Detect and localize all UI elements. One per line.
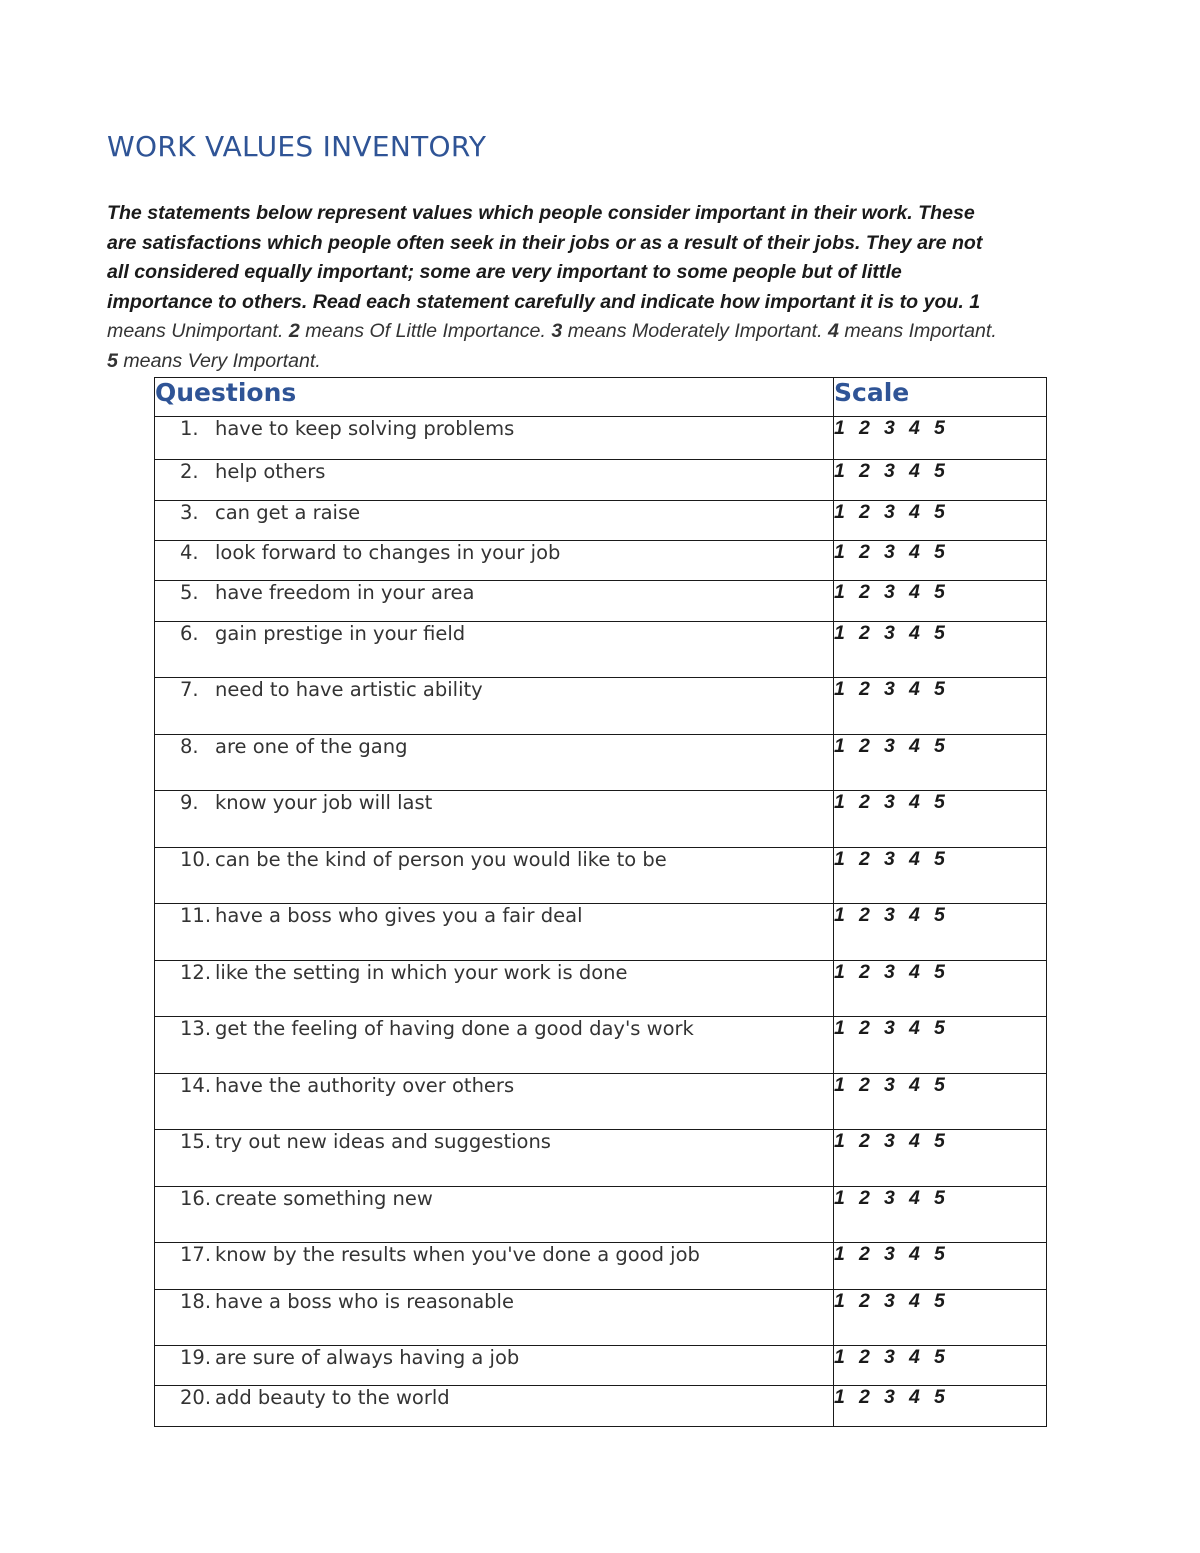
scale-legend-last-line	[107, 350, 321, 372]
scale-option-3[interactable]: 3	[884, 1187, 895, 1209]
scale-option-1[interactable]: 1	[834, 791, 845, 813]
scale-option-2[interactable]: 2	[859, 961, 870, 983]
scale-option-3[interactable]: 3	[884, 1130, 895, 1152]
scale-option-4[interactable]: 4	[909, 1187, 920, 1209]
scale-option-1[interactable]: 1	[834, 735, 845, 757]
scale-option-1[interactable]: 1	[834, 904, 845, 926]
question-number: 3.	[180, 501, 199, 524]
scale-option-2[interactable]: 2	[859, 1017, 870, 1039]
scale-option-3[interactable]: 3	[884, 961, 895, 983]
instructions-line-2: are satisfactions which people often seek in their jobs or as a result of their jobs. They are not	[107, 231, 983, 254]
question-text: have a boss who is reasonable	[215, 1290, 514, 1313]
question-text: try out new ideas and suggestions	[215, 1130, 551, 1153]
table-row	[155, 501, 1047, 541]
scale-option-1[interactable]: 1	[834, 1074, 845, 1096]
legend-text-2: means Of Little Importance.	[299, 320, 552, 343]
table-row	[155, 904, 1047, 961]
legend-text-1: means Unimportant.	[107, 320, 289, 343]
scale-option-4[interactable]: 4	[909, 417, 920, 439]
scale-option-3[interactable]: 3	[884, 460, 895, 482]
question-number: 8.	[180, 735, 199, 758]
table-row	[155, 848, 1047, 904]
scale-option-5[interactable]: 5	[934, 1130, 945, 1152]
scale-option-2[interactable]: 2	[859, 904, 870, 926]
scale-cell	[834, 1187, 1047, 1243]
scale-option-2[interactable]: 2	[859, 417, 870, 439]
scale-option-1[interactable]: 1	[834, 1290, 845, 1312]
question-cell	[155, 1017, 834, 1074]
question-number: 13.	[180, 1017, 212, 1040]
scale-option-3[interactable]: 3	[884, 1017, 895, 1039]
scale-cell	[834, 1017, 1047, 1074]
scale-option-1[interactable]: 1	[834, 460, 845, 482]
scale-cell	[834, 1386, 1047, 1427]
scale-option-1[interactable]: 1	[834, 417, 845, 439]
question-cell	[155, 460, 834, 501]
question-cell	[155, 1346, 834, 1386]
instructions-paragraph	[107, 199, 1097, 377]
question-text: have a boss who gives you a fair deal	[215, 904, 583, 927]
scale-cell	[834, 1290, 1047, 1346]
scale-option-5[interactable]: 5	[934, 1017, 945, 1039]
scale-option-2[interactable]: 2	[859, 1346, 870, 1368]
scale-option-5[interactable]: 5	[934, 848, 945, 870]
question-text: have to keep solving problems	[215, 417, 515, 440]
scale-option-1[interactable]: 1	[834, 1017, 845, 1039]
scale-option-4[interactable]: 4	[909, 581, 920, 603]
scale-option-3[interactable]: 3	[884, 1386, 895, 1408]
scale-option-1[interactable]: 1	[834, 1243, 845, 1265]
scale-cell	[834, 735, 1047, 791]
scale-cell	[834, 961, 1047, 1017]
legend-num-2: 2	[288, 320, 300, 343]
instructions-line-3: all considered equally important; some are very important to some people but of little	[107, 261, 902, 284]
scale-option-1[interactable]: 1	[834, 501, 845, 523]
table-header-row	[155, 378, 1047, 417]
scale-option-2[interactable]: 2	[859, 581, 870, 603]
table-row	[155, 961, 1047, 1017]
scale-option-5[interactable]: 5	[934, 1290, 945, 1312]
question-number: 15.	[180, 1130, 212, 1153]
question-cell	[155, 1130, 834, 1187]
question-number: 5.	[180, 581, 199, 604]
question-number: 12.	[180, 961, 212, 984]
question-cell	[155, 678, 834, 735]
scale-option-4[interactable]: 4	[909, 678, 920, 700]
question-number: 9.	[180, 791, 199, 814]
scale-option-5[interactable]: 5	[934, 1074, 945, 1096]
question-number: 6.	[180, 622, 199, 645]
scale-option-4[interactable]: 4	[909, 735, 920, 757]
question-cell	[155, 961, 834, 1017]
question-number: 7.	[180, 678, 199, 701]
scale-option-4[interactable]: 4	[909, 501, 920, 523]
table-row	[155, 622, 1047, 678]
question-cell	[155, 791, 834, 848]
scale-cell	[834, 581, 1047, 622]
scale-option-4[interactable]: 4	[909, 1017, 920, 1039]
scale-option-2[interactable]: 2	[859, 541, 870, 563]
question-number: 14.	[180, 1074, 212, 1097]
scale-option-4[interactable]: 4	[909, 1290, 920, 1312]
table-row	[155, 1243, 1047, 1290]
question-number: 19.	[180, 1346, 212, 1369]
scale-option-4[interactable]: 4	[909, 1243, 920, 1265]
scale-option-4[interactable]: 4	[909, 1346, 920, 1368]
scale-option-2[interactable]: 2	[859, 1243, 870, 1265]
question-text: have the authority over others	[215, 1074, 515, 1097]
scale-header: Scale	[834, 378, 1047, 417]
scale-option-4[interactable]: 4	[909, 848, 920, 870]
scale-option-2[interactable]: 2	[859, 501, 870, 523]
table-row	[155, 1290, 1047, 1346]
table-row	[155, 678, 1047, 735]
question-text: can get a raise	[215, 501, 361, 524]
scale-option-4[interactable]: 4	[909, 1130, 920, 1152]
question-cell	[155, 417, 834, 460]
question-text: are one of the gang	[215, 735, 408, 758]
scale-option-5[interactable]: 5	[934, 961, 945, 983]
scale-option-1[interactable]: 1	[834, 961, 845, 983]
scale-option-3[interactable]: 3	[884, 904, 895, 926]
scale-cell	[834, 460, 1047, 501]
scale-option-1[interactable]: 1	[834, 678, 845, 700]
scale-option-4[interactable]: 4	[909, 541, 920, 563]
question-text: gain prestige in your field	[215, 622, 466, 645]
question-cell	[155, 622, 834, 678]
scale-option-5[interactable]: 5	[934, 904, 945, 926]
scale-option-2[interactable]: 2	[859, 1386, 870, 1408]
question-text: can be the kind of person you would like to be	[215, 848, 667, 871]
scale-option-5[interactable]: 5	[934, 501, 945, 523]
scale-cell	[834, 1074, 1047, 1130]
table-row	[155, 417, 1047, 460]
questions-body	[155, 417, 1047, 1427]
question-number: 17.	[180, 1243, 212, 1266]
scale-option-3[interactable]: 3	[884, 1290, 895, 1312]
scale-option-5[interactable]: 5	[934, 622, 945, 644]
table-row	[155, 1074, 1047, 1130]
scale-option-1[interactable]: 1	[834, 622, 845, 644]
table-row	[155, 1130, 1047, 1187]
scale-option-4[interactable]: 4	[909, 904, 920, 926]
scale-option-5[interactable]: 5	[934, 791, 945, 813]
scale-option-4[interactable]: 4	[909, 961, 920, 983]
question-cell	[155, 735, 834, 791]
scale-option-4[interactable]: 4	[909, 1386, 920, 1408]
table-row	[155, 581, 1047, 622]
scale-cell	[834, 791, 1047, 848]
question-text: look forward to changes in your job	[215, 541, 561, 564]
table-row	[155, 791, 1047, 848]
scale-option-3[interactable]: 3	[884, 417, 895, 439]
scale-cell	[834, 1130, 1047, 1187]
scale-option-1[interactable]: 1	[834, 1386, 845, 1408]
table-row	[155, 1386, 1047, 1427]
question-text: are sure of always having a job	[215, 1346, 520, 1369]
table-row	[155, 735, 1047, 791]
question-cell	[155, 1290, 834, 1346]
scale-option-3[interactable]: 3	[884, 791, 895, 813]
scale-legend-line	[107, 320, 997, 342]
instructions-line-4: importance to others. Read each statement carefully and indicate how important it is to you. 1	[107, 290, 981, 313]
scale-option-3[interactable]: 3	[884, 622, 895, 644]
scale-option-2[interactable]: 2	[859, 735, 870, 757]
question-cell	[155, 541, 834, 581]
question-text: create something new	[215, 1187, 433, 1210]
scale-cell	[834, 1243, 1047, 1290]
question-cell	[155, 1187, 834, 1243]
scale-option-5[interactable]: 5	[934, 460, 945, 482]
scale-option-1[interactable]: 1	[834, 1346, 845, 1368]
table-row	[155, 1346, 1047, 1386]
page-title: WORK VALUES INVENTORY	[107, 130, 487, 163]
question-number: 18.	[180, 1290, 212, 1313]
inventory-table	[154, 377, 1047, 1427]
question-text: know your job will last	[215, 791, 433, 814]
scale-cell	[834, 848, 1047, 904]
legend-text-4: means Important.	[838, 320, 997, 343]
scale-option-2[interactable]: 2	[859, 1130, 870, 1152]
scale-option-3[interactable]: 3	[884, 1074, 895, 1096]
questions-header: Questions	[155, 378, 834, 417]
table-row	[155, 1187, 1047, 1243]
scale-option-5[interactable]: 5	[934, 1386, 945, 1408]
question-cell	[155, 501, 834, 541]
question-cell	[155, 1386, 834, 1427]
question-number: 10.	[180, 848, 212, 871]
question-number: 16.	[180, 1187, 212, 1210]
scale-option-1[interactable]: 1	[834, 541, 845, 563]
scale-option-2[interactable]: 2	[859, 791, 870, 813]
question-cell	[155, 848, 834, 904]
scale-option-5[interactable]: 5	[934, 678, 945, 700]
question-number: 20.	[180, 1386, 212, 1409]
scale-option-5[interactable]: 5	[934, 417, 945, 439]
question-cell	[155, 1243, 834, 1290]
scale-option-4[interactable]: 4	[909, 1074, 920, 1096]
scale-option-5[interactable]: 5	[934, 1187, 945, 1209]
question-text: get the feeling of having done a good day's work	[215, 1017, 694, 1040]
question-number: 1.	[180, 417, 199, 440]
legend-num-5: 5	[107, 349, 118, 372]
question-number: 4.	[180, 541, 199, 564]
scale-option-3[interactable]: 3	[884, 541, 895, 563]
question-number: 11.	[180, 904, 212, 927]
scale-cell	[834, 417, 1047, 460]
scale-option-2[interactable]: 2	[859, 1074, 870, 1096]
scale-cell	[834, 622, 1047, 678]
table-row	[155, 541, 1047, 581]
scale-option-2[interactable]: 2	[859, 848, 870, 870]
scale-option-5[interactable]: 5	[934, 541, 945, 563]
scale-option-3[interactable]: 3	[884, 501, 895, 523]
scale-option-5[interactable]: 5	[934, 735, 945, 757]
question-text: have freedom in your area	[215, 581, 475, 604]
legend-text-5: means Very Important.	[117, 349, 321, 372]
scale-option-1[interactable]: 1	[834, 1130, 845, 1152]
scale-option-3[interactable]: 3	[884, 1243, 895, 1265]
scale-option-4[interactable]: 4	[909, 460, 920, 482]
scale-cell	[834, 1346, 1047, 1386]
scale-option-3[interactable]: 3	[884, 678, 895, 700]
scale-cell	[834, 678, 1047, 735]
question-text: like the setting in which your work is done	[215, 961, 628, 984]
question-text: help others	[215, 460, 326, 483]
scale-option-2[interactable]: 2	[859, 1187, 870, 1209]
scale-cell	[834, 541, 1047, 581]
question-cell	[155, 1074, 834, 1130]
scale-option-1[interactable]: 1	[834, 1187, 845, 1209]
scale-option-2[interactable]: 2	[859, 1290, 870, 1312]
scale-option-2[interactable]: 2	[859, 460, 870, 482]
scale-option-4[interactable]: 4	[909, 622, 920, 644]
scale-option-2[interactable]: 2	[859, 678, 870, 700]
scale-option-3[interactable]: 3	[884, 735, 895, 757]
scale-option-1[interactable]: 1	[834, 581, 845, 603]
scale-cell	[834, 904, 1047, 961]
legend-num-3: 3	[551, 320, 563, 343]
scale-option-1[interactable]: 1	[834, 848, 845, 870]
table-row	[155, 1017, 1047, 1074]
scale-option-2[interactable]: 2	[859, 622, 870, 644]
table-row	[155, 460, 1047, 501]
question-text: add beauty to the world	[215, 1386, 450, 1409]
question-cell	[155, 904, 834, 961]
scale-option-5[interactable]: 5	[934, 1243, 945, 1265]
question-number: 2.	[180, 460, 199, 483]
legend-text-3: means Moderately Important.	[562, 320, 828, 343]
instructions-line-1: The statements below represent values which people consider important in their work. These	[107, 202, 975, 224]
scale-option-5[interactable]: 5	[934, 581, 945, 603]
question-text: need to have artistic ability	[215, 678, 483, 701]
question-text: know by the results when you've done a good job	[215, 1243, 700, 1266]
scale-cell	[834, 501, 1047, 541]
scale-option-3[interactable]: 3	[884, 581, 895, 603]
scale-option-3[interactable]: 3	[884, 1346, 895, 1368]
scale-option-4[interactable]: 4	[909, 791, 920, 813]
scale-option-5[interactable]: 5	[934, 1346, 945, 1368]
legend-num-4: 4	[827, 320, 839, 343]
scale-option-3[interactable]: 3	[884, 848, 895, 870]
question-cell	[155, 581, 834, 622]
